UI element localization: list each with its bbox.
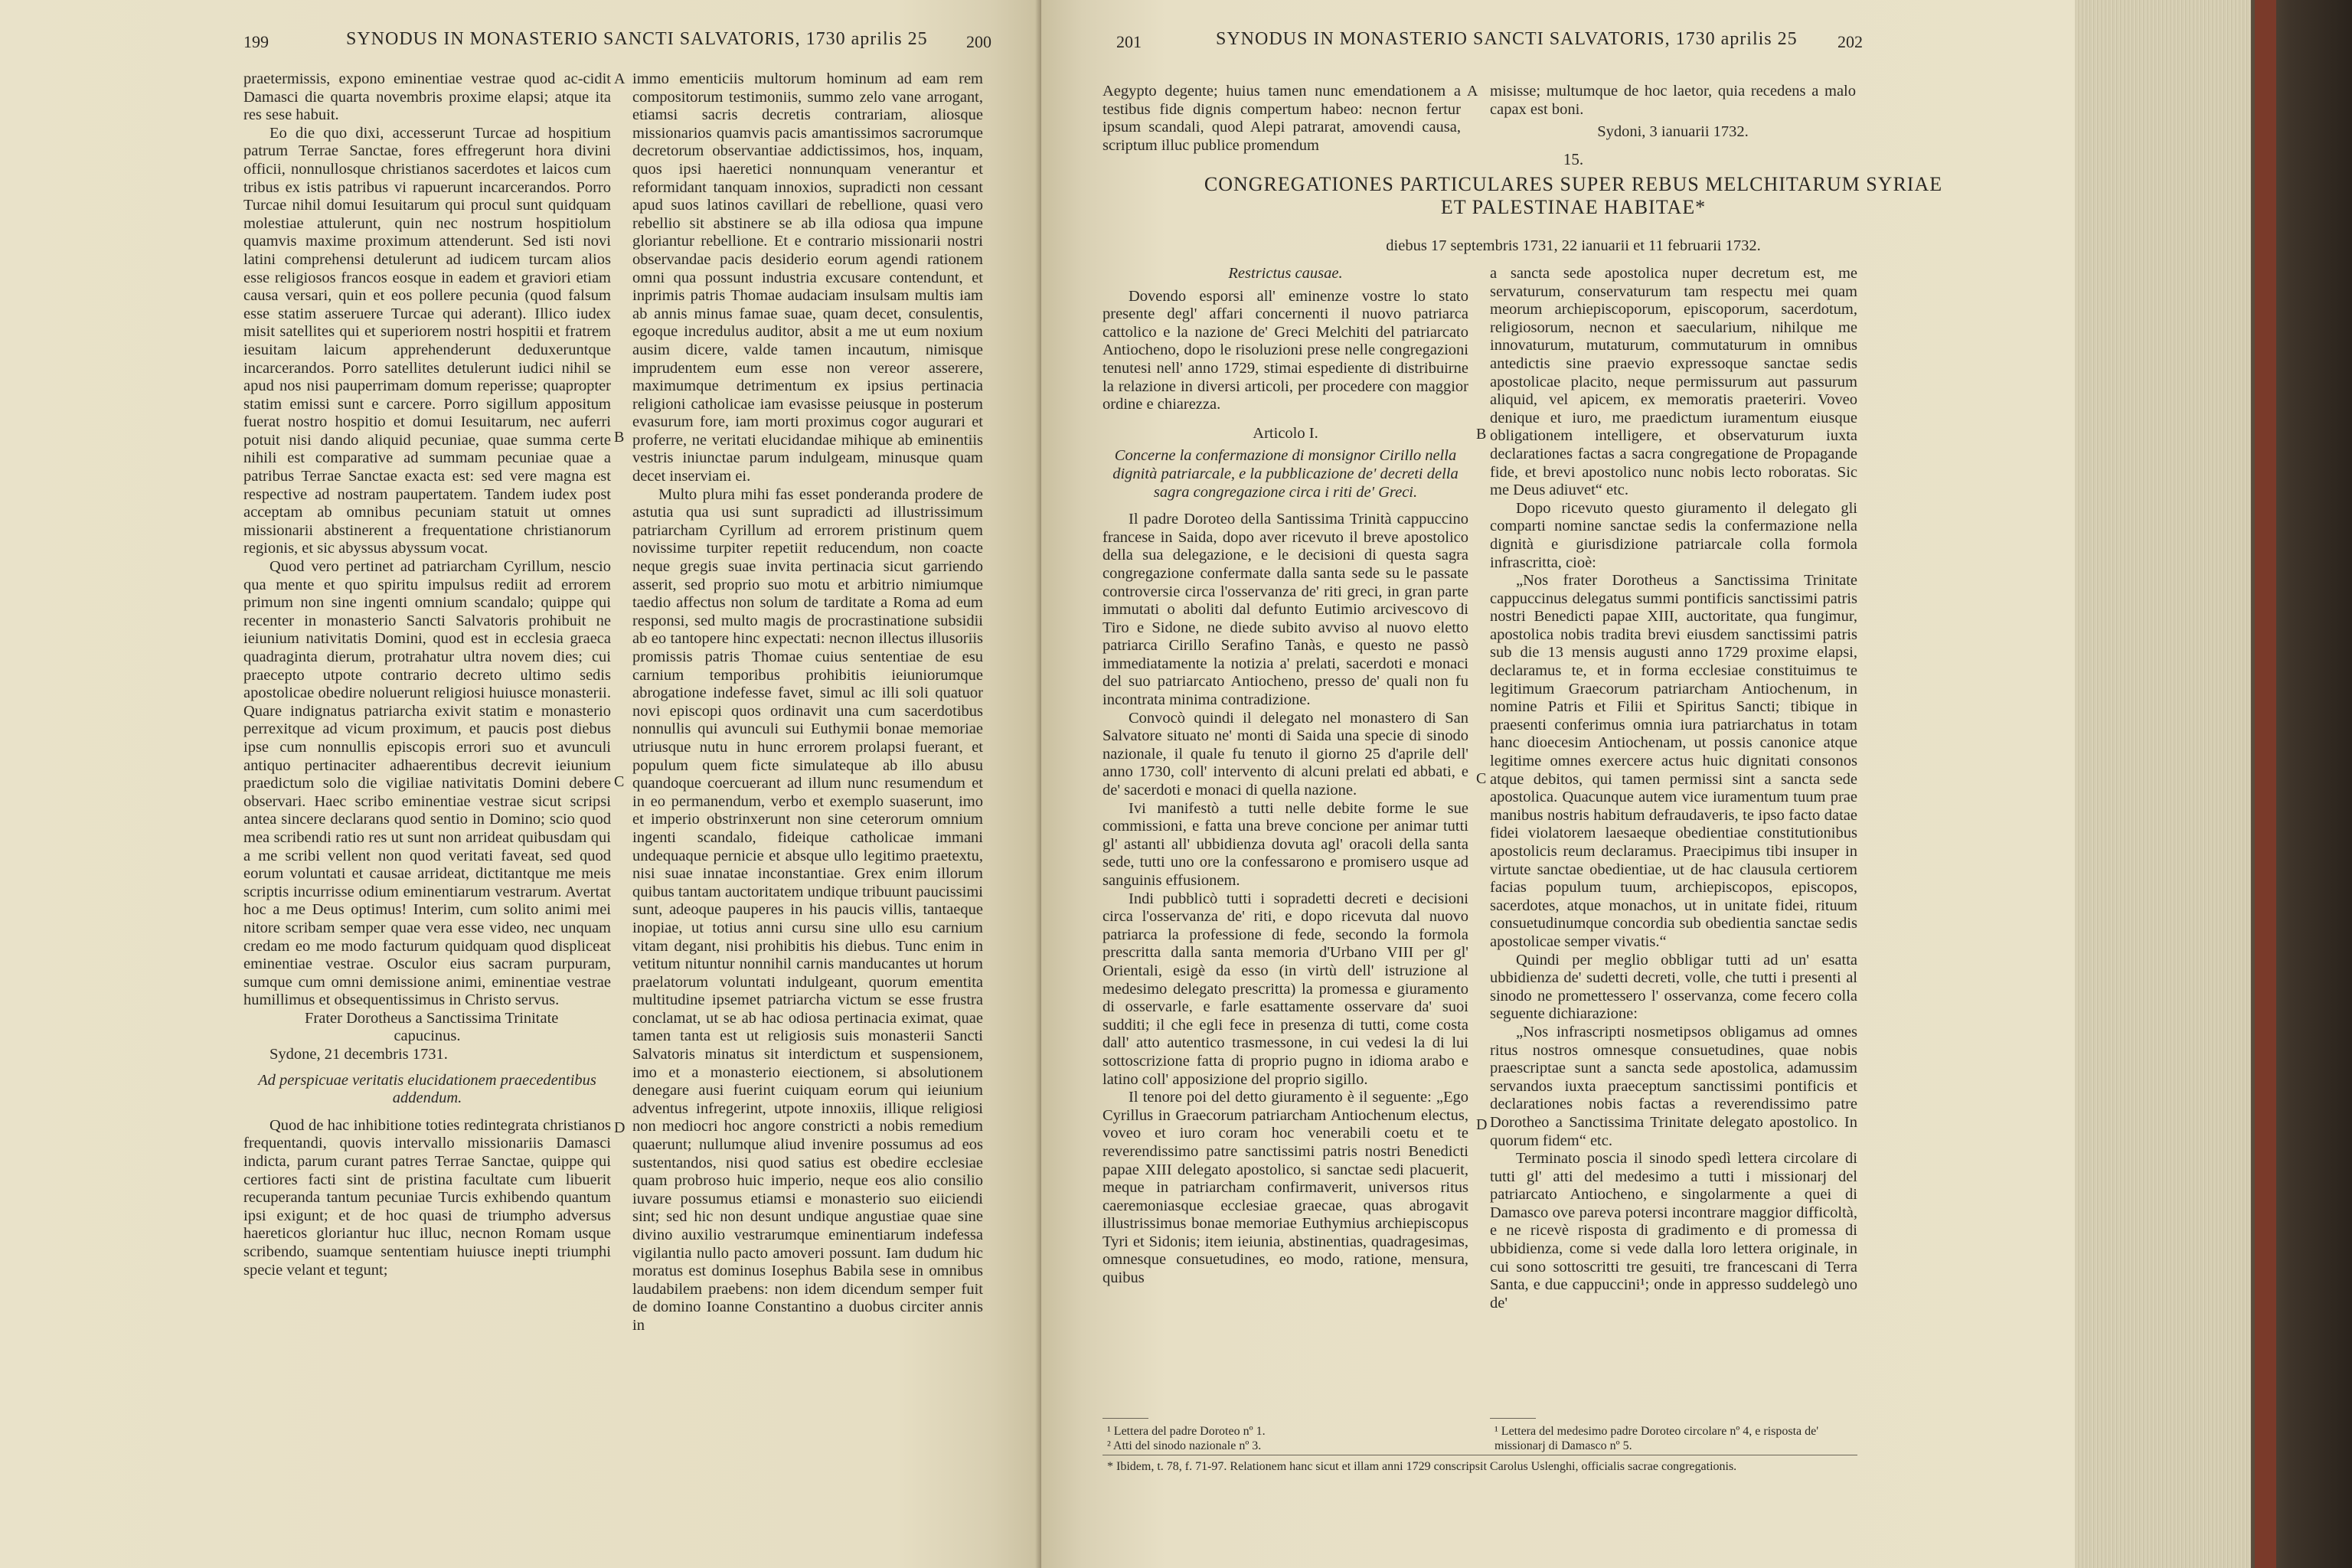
section-date: diebus 17 septembris 1731, 22 ianuarii et 11 februarii 1732. <box>1386 237 1761 254</box>
footnote: ¹ Lettera del padre Doroteo nº 1. <box>1107 1425 1266 1438</box>
running-head: SYNODUS IN MONASTERIO SANCTI SALVATORIS, 1730 aprilis 25 <box>1216 29 1798 49</box>
margin-letter: A <box>614 70 626 87</box>
margin-letter: B <box>1476 426 1487 443</box>
section-title-line: ET PALESTINAE HABITAE* <box>1440 196 1707 218</box>
left-page <box>0 0 1041 1568</box>
section-number: 15. <box>1563 150 1584 168</box>
paragraph: Il padre Doroteo della Santissima Trinità cappuccino francese in Saida, dopo aver ricevuto il breve apostolico della sua delegazione, e le decisioni di questa sagra congregazione confermate dalla santa sede su le passate controversie circa l'osservanza de' riti greci, in gran parte immutati o aboliti dal defunto Eutimio arcivescovo di Tiro e Sidone, ne diede subito avviso al nuovo eletto patriarca Cirillo Serafino Tanàs, e questo ne passò immediatamente la notizia a' prelati, sacerdoti e monaci del suo patriarcato Antiocheno, presso de' quali non fu incontrata minima contradizione. <box>1102 511 1468 709</box>
article-heading: Articolo I. <box>1253 424 1318 442</box>
paragraph: Terminato poscia il sinodo spedì lettera circolare di tutti gl' atti del medesimo a tutti i missionarj del patriarcato Antiocheno, e singolarmente a quei di Damasco ove pareva potersi incontrare maggior difficoltà, e ne ricevè risposta di gradimento e di promessa di ubbidienza, come si vede dalla loro lettera originale, in cui sono sottoscritti tre gesuiti, tre francescani di Terra Santa, e due cappuccini¹; onde in appresso suddelegò uno de' <box>1490 1150 1857 1312</box>
margin-letter: C <box>614 773 625 790</box>
footnote: ¹ Lettera del medesimo padre Doroteo circolare nº 4, e risposta de' missionarj di Damasco nº 5. <box>1494 1425 1819 1452</box>
right-top-column-1 <box>1102 83 1461 155</box>
dateline: Sydoni, 3 ianuarii 1732. <box>1597 123 1749 141</box>
paragraph: Indi pubblicò tutti i sopradetti decreti e decisioni circa l'osservanza de' riti, e dopo ricevuta dal nuovo patriarca la professione di fede, secondo la formola prescritta dalla santa memoria d'Urbano VIII per gl' Orientali, esigè da esso (in virtù dell' istruzione al medesimo delegato prescritta) la promessa e giuramento di osservarle, e farle esattamente osservare da' suoi sudditi; il che egli fece in presenza di tutti, come costa dall' atto autentico trasmessone, in cui vedesi la di lui sottoscrizione fatta di proprio pugno in idioma arabo e latino coll' apposizione del proprio sigillo. <box>1102 890 1468 1088</box>
margin-letter: A <box>1467 83 1478 100</box>
dateline: Sydone, 21 decembris 1731. <box>270 1046 448 1063</box>
page-number: 201 <box>1116 32 1142 51</box>
left-column-2 <box>632 70 983 1335</box>
page-edges <box>2075 0 2251 1568</box>
paragraph: Multo plura mihi fas esset ponderanda prodere de astutia qua usi sunt supradicti ad illustrissimum patriarcham Cyrillum ad errorem pristinum quem novissime turpiter repetiit reducendum, non coacte neque gregis suae invita pertinacia sicut garriendo asserit, sed proprio suo motu et arbitrio nimiumque taedio affectus non solum de tarditate a Roma ad eum responsi, sed multo magis de procrastinatione subsidii ab eo tantopere hinc expectati: necnon illectus illusoriis promissis patris Thomae cuius sententiae de esu carnium temporibus prohibitis ieiuniorumque abrogatione indefesse favet, simul ac illi soli quatuor novi episcopi quos ordinavit una cum sacerdotibus nonnullis qui avunculi sui Euthymii bonae memoriae utriusque nutu in hunc errorem prolapsi fuerant, et populum quem ficte simulateque ab illo abusu quandoque coercuerant ad illum nunc resumendum et in eo permanendum, verbo et exemplo suaserunt, imo et imperio obstrinxerunt non sine ceterorum omnium ingenti scandalo, fideique catholicae immani undequaque pernicie et absque ullo legitimo praetextu, nisi suae innatae inconstantiae. Grex enim illorum quibus tantam auctoritatem undique tribuunt paucissimi sunt, adeoque pauperes in his paucis villis, tantaeque inopiae, ut totius anni cursu sine ullo esu carnium vitam degant, nisi prohibitis his diebus. Tunc enim in vetitum nituntur nonnihil carnis manducantes ut horum praelatorum voluntati indulgeant, quorum ementita multitudine ipsemet patriarcha victum se esse frustra conclamat, ut se ab hac odiosa pertinacia eximat, quae tamen tanta est ut religiosis suis monasterii Sancti Salvatoris minatus sit interdictum et suspensionem, imo et a monasterio eiectionem, si absolutionem denegare ausi fuerint cuiquam eorum qui ieiunium adventus infregerint, utpote innoxiis, illique religiosi non mediocri hoc angore constricti a nobis remedium quaerunt; nullumque aliud invenire possumus ad eos sustentandos, nisi quod satius est obedire ecclesiae quam probroso huic imperio, neque eos alio consilio iuvare possumus etiamsi e monasterio suo eiiciendi sint; sed hic non desunt undique angustiae quae sine divino auxilio vestrarumque eminentiarum indefessa vigilantia nullo pacto amoveri possunt. Iam dudum hic moratus est dominus Iosephus Babila sese in omnibus laudabilem praebens: non idem dicendum semper fuit de domino Ioanne Constantino a duobus circiter annis in <box>632 485 983 1334</box>
page-number: 202 <box>1838 32 1863 51</box>
paragraph: Il tenore poi del detto giuramento è il seguente: „Ego Cyrillus in Graecorum patriarcham Antiochenum electus, voveo et iuro coram hoc venerabili coetu et te reverendissimo patre sanctissimi patris nostri Benedicti papae XIII delegato apostolico, si sanctae sedi placuerit, meque in patriarcham confirmaverit, universos ritus caeremoniasque ecclesiae graecae, quas abrogavit illustrissimus bonae memoriae Euthymius archiepiscopus Tyri et Sidonis; item ieiunia, abstinentias, quadragesimas, omnesque consuetudines, eo modo, ratione, mensura, quibus <box>1102 1089 1468 1287</box>
signature-line: capucinus. <box>394 1027 461 1045</box>
paragraph: Eo die quo dixi, accesserunt Turcae ad hospitium patrum Terrae Sanctae, fores effregerunt hora divini officii, nonnullosque christianos sacerdotes et laicos cum tribus ex istis patribus vi rapuerunt incarcerandos. Porro Turcae nihil domui Iesuitarum qui procul sunt quidquam molestiae attulerunt, quin nec nostrum hospitiolum quamvis maxime proximum attenderunt. Sed isti novi latini comprehensi detulerunt ad iudicem turcam alios esse religiosos francos eosque in eadem et graviori etiam causa versari, quin et eos pollere pecunia (quod falsum esse statim asseruere Turcae qui aderant). Illico iudex misit satellites qui et superiorem nostri hospitii et fratrem iesuitam laicum apprehenderunt deduxeruntque incarcerandos. Porro satellites detulerunt iudici nihil se apud nos nisi pauperrimam domum reperisse; quapropter statim emissi sunt e carcere. Porro sigillum appositum fuerat nostro hospitio et domui Iesuitarum, nec auferri potuit nisi dando aliquid pecuniae, quae summa certe nihili est comparative ad summam pecuniae quae a patribus Terrae Sanctae exacta est: sed vere magna est respective ad nostram paupertatem. Tandem iudex post acceptam ab omnibus pecuniam statuit ut omnes missionarii abstinerent a frequentatione christianorum regionis, et sic abyssus abyssum vocat. <box>243 124 611 557</box>
margin-letter: C <box>1476 770 1487 787</box>
footnotes-right <box>1494 1424 1854 1453</box>
paragraph: a sancta sede apostolica nuper decretum est, me servaturum, conservaturum tam respectu mei quam meorum archiepiscoporum, episcoporum, sacerdotum, religiosorum, necnon et saecularium, nihilque me innovaturum, mutaturum, commutaturum in omnibus antedictis sine praevio expressoque sanctae sedis apostolicae placito, neque permissurum aut passurum aliquid, vel apicem, ex memoratis praeteriri. Voveo denique et iuro, me praedictum iuramentum eiusque obligationem intelligere, et observaturum iuxta declarationes factas a sacra congregatione de Propagande fide, et brevi apostolico nunc nobis lecto roboratas. Sic me Deus adiuvet“ etc. <box>1490 265 1857 499</box>
paragraph: Quod de hac inhibitione toties redintegrata christianos frequentandi, quovis intervallo missionariis Damasci indicta, parum curant patres Terrae Sanctae, quippe qui certiores facti sint de pristina facultate cum libuerit recuperanda tantum pecuniae Turcis exhibendo quantum ipsi exigunt; et de hoc quasi de triumpho adversus haereticos gloriantur huc illuc, necnon Romam usque scribendo, suamque sententiam huiusce inepti triumphi specie velant et tegunt; <box>243 1116 611 1279</box>
paragraph: Aegypto degente; huius tamen nunc emendationem a testibus fide dignis compertum habeo: necnon fertur ipsum scandali, quod Alepi patrarat, amovendi causa, scriptum illuc publice promendum <box>1102 83 1461 154</box>
paragraph: Convocò quindi il delegato nel monastero di San Salvatore situato ne' monti di Saida una specie di sinodo nazionale, il quale fu tenuto il giorno 25 d'aprile dell' anno 1730, coll' intervento di alcuni prelati ed abbati, e de' sacerdoti e monaci di quella nazione. <box>1102 709 1468 799</box>
page-number: 199 <box>243 32 269 51</box>
right-column-2 <box>1490 265 1857 1312</box>
paragraph: Dopo ricevuto questo giuramento il delegato gli comparti nomine sanctae sedis la confermazione nella dignità e giurisdizione patriarcale colla formola infrascritta, cioè: <box>1490 499 1857 571</box>
subheading: Ad perspicuae veritatis elucidationem praecedentibus addendum. <box>258 1071 596 1107</box>
paragraph: „Nos frater Dorotheus a Sanctissima Trinitate cappuccinus delegatus summi pontificis sanctissimi patris nostri Benedicti papae XIII, auctoritate, qua fungimur, apostolica nobis tradita brevi eiusdem sanctissimi patris sub die 13 mensis augusti anno 1729 proxime elapsi, declaramus te, et in forma ecclesiae constituimus te legitimum Graecorum patriarcham Antiochenum, in nomine Patris et Filii et Spiritus Sancti; tibique in praesenti conferimus omnia iura patriarchatus in totam hanc dioecesim Antiochenam, ut possis canonice atque legitime omnes exercere actus huic dignitati consonos atque debitos, qui tamen permissi sint a sancta sede apostolica. Quacunque autem vice iuramentum tuum prae manibus nostris habitum defraudaveris, te ipso facto datae fidei violatorem laesaeque obedientiae constitutionibus apostolicis reum declaramus. Praecipimus tibi insuper in virtute sanctae obedientiae, ut de hac clausula certiorem facias populum tuum, archiepiscopos, episcopos, sacerdotes, atque monachos, ut in unitate fidei, rituum consuetudinumque concordia sub obedientia sanctae sedis apostolicae semper vivatis.“ <box>1490 572 1857 950</box>
paragraph: misisse; multumque de hoc laetor, quia recedens a malo capax est boni. <box>1490 83 1856 118</box>
left-column-1 <box>243 70 611 1279</box>
subheading: Restrictus causae. <box>1228 265 1343 282</box>
paragraph: immo ementiciis multorum hominum ad eam rem compositorum testimoniis, summo zelo vane arrogant, etiamsi sacris decretis contrariam, aliosque missionarios quamvis pacis amantissimos sacrorumque decretorum observantiae addictissimos, hos, inquam, quos ipsi haeretici nonnunquam venerantur et reformidant tanquam innoxios, supradicti non cessant apud suos latinos cavillari de rebellione, quasi vero rebellio sit abstinere se ab illa odiosa qua impune gloriantur rebellione. Et e contrario missionarii nostri observandae pacis desiderio eorum agendi rationem omni qua possunt industria excusare contendunt, et inprimis patris Thomae audaciam insulsam multis iam ab annis minus famae suae, quam decet, consulentis, egoque incredulus auditor, absit a me ut eum noxium ausim dicere, valde tamen incautum, nimisque imprudentem eum esse non vereor asserere, maximumque detrimentum ex ipsius pertinacia religioni catholicae iam evasisse peiusque in posterum evasurum fore, iam morti proximus cogor augurari et proferre, ne veritati elucidandae mihique ab eminentiis vestris iniunctae parum indulgeam, minusque quam decet inserviam ei. <box>632 70 983 485</box>
page-number: 200 <box>966 32 991 51</box>
right-top-column-2 <box>1490 83 1856 142</box>
right-column-1 <box>1102 265 1468 1288</box>
paragraph: Dovendo esporsi all' eminenze vostre lo stato presente degl' affari concernenti il nuovo patriarca cattolico e la nazione de' Greci Melchiti del patriarcato Antiocheno, dopo le risoluzioni prese nelle congregazioni tenutesi nell' anno 1729, stimai espediente di distribuirne la relazione in diversi articoli, per procedere con maggior ordine e chiarezza. <box>1102 287 1468 413</box>
section-title-line: CONGREGATIONES PARTICULARES SUPER REBUS MELCHITARUM SYRIAE <box>1204 173 1943 195</box>
paragraph: praetermissis, exponο eminentiae vestrae quod ac-cidit Damasci die quarta novembris proxime elapsi; atque ita res sese habuit. <box>243 70 611 124</box>
running-head: SYNODUS IN MONASTERIO SANCTI SALVATORIS, 1730 aprilis 25 <box>346 29 928 49</box>
paragraph: Ivi manifestò a tutti nelle debite forme le sue commissioni, e fatta una breve concione per animar tutti gl' astanti all' ubbidienza dovuta agl' oracoli della santa sede, tutti uno ore la confessarono e promisero usque ad sanguinis effusionem. <box>1102 799 1468 889</box>
margin-letter: D <box>1476 1116 1488 1133</box>
margin-letter: B <box>614 429 625 446</box>
footnotes-left <box>1107 1424 1467 1453</box>
article-subheading: Concerne la confermazione di monsignor Cirillo nella dignità patriarcale, e la pubblicazione de' decreti della sagra congregazione circa i riti de' Greci. <box>1112 447 1459 501</box>
paragraph: Quod vero pertinet ad patriarcham Cyrillum, nescio qua mente et quo spiritu impulsus rediit ad errorem primum non sine ingenti omnium scandalo; quippe qui recenter in monasterio Sancti Salvatoris prohibuit ne ieiunium nativitatis Domini, quod est in ecclesia graeca quadraginta dierum, protrahatur ultra novem dies; cui praecepto utpote contrario decreto ultimo sedis apostolicae obedire noluerunt religiosi huiusce monasterii. Quare indignatus patriarcha exivit statim e monasterio perrexitque ad vicum proximum, et paucis post diebus ipse cum nonnullis episcopis errori suo et avunculi antiquo pertinaciter adhaerentibus decrevit ieiunium praedictum solo die vigiliae nativitatis Domini debere observari. Haec scribo eminentiae vestrae sicut scripsi antea sincere declarans quod sentio in Domino; scio quod mea scribendi ratio res ut sunt non arrideat quibusdam qui a me scribi vellent non quod veritati faveat, sed quod eorum voluntati et causae arrideat, dictitantque me meis scriptis incurrisse odium eminentiarum vestrarum. Avertat hoc a me Deus optimus! Interim, cum solito animi mei nitore scribam semper quae vera esse video, nec unquam credam eo me modo facturum quidquam quod displiceat eminentiae vestrae. Osculor eius sacram purpuram, sumque cum omni demissione animi, eminentiae vestrae humillimus et obsequentissimus in Christo servus. <box>243 558 611 1009</box>
margin-letter: D <box>614 1119 626 1136</box>
footnote: ² Atti del sinodo nazionale nº 3. <box>1107 1439 1262 1452</box>
footnote-rule <box>1102 1418 1148 1419</box>
paragraph: Quindi per meglio obbligar tutti ad un' esatta ubbidienza de' sudetti decreti, volle, che tutti i presenti al sinodo ne promettessero l' osservanza, come fecero colla seguente dichiarazione: <box>1490 951 1857 1023</box>
section-title <box>1102 173 2044 219</box>
book-cover-edge <box>2255 0 2276 1568</box>
footnote-star: * Ibidem, t. 78, f. 71-97. Relationem hanc sicut et illam anni 1729 conscripsit Carolus Uslenghi, officialis sacrae congregationis. <box>1107 1460 1737 1473</box>
signature: Frater Dorotheus a Sanctissima Trinitate <box>305 1009 559 1027</box>
paragraph: „Nos infrascripti nosmetipsos obligamus ad omnes ritus nostros omnesque consuetudines, quae nobis praescriptae sunt a sancta sede apostolica, adamussim servandos iuxta praeceptum sanctissimi pontificis et declarationes nobis factas a reverendissimo patre Dorotheo a Sanctissima Trinitate delegato apostolico. In quorum fidem“ etc. <box>1490 1023 1857 1149</box>
footnote-rule <box>1490 1418 1536 1419</box>
